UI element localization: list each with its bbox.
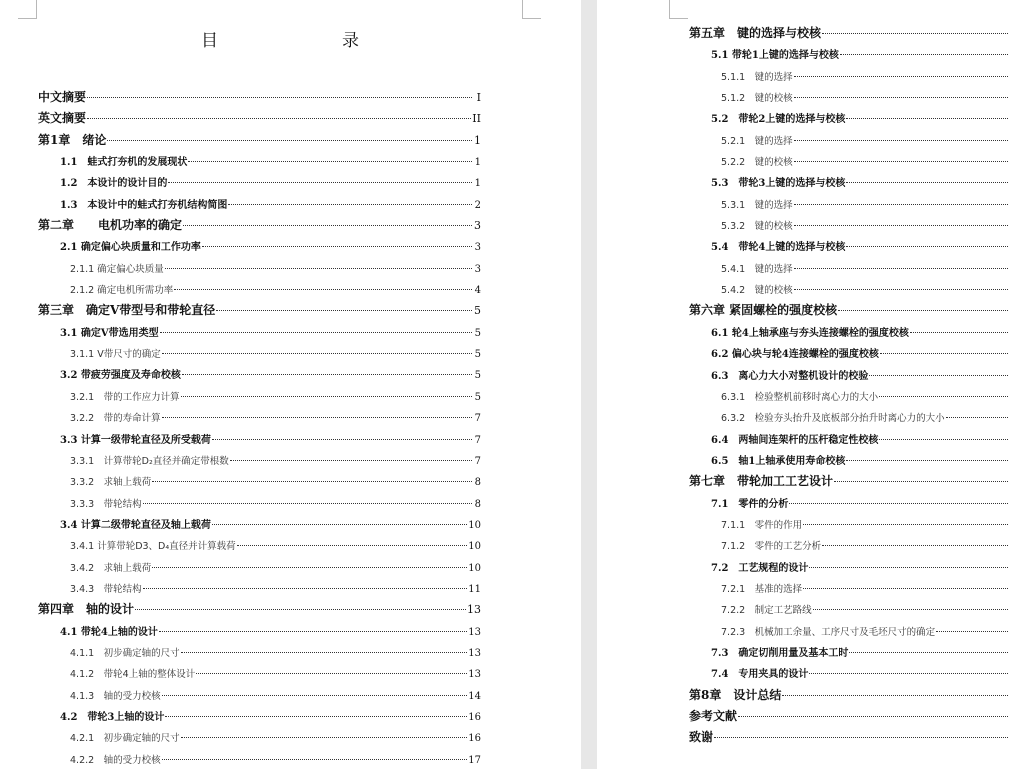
toc-leader-dots	[182, 360, 472, 375]
toc-entry-page: 8	[474, 477, 481, 489]
toc-entry-title: 5.2.2 键的校核	[721, 157, 793, 169]
toc-entry-page: 3	[474, 263, 481, 275]
toc-entry-title: 2.1.2 确定电机所需功率	[70, 285, 174, 297]
toc-leader-dots	[846, 446, 1009, 461]
toc-leader-dots	[212, 425, 472, 440]
toc-entry-title: 7.1.1 零件的作用	[721, 519, 803, 531]
toc-entry-page: 7	[474, 413, 481, 425]
toc-entry-title: 第二章 电机功率的确定	[38, 218, 183, 233]
toc-leader-dots	[910, 318, 1009, 333]
toc-entry-title: 第三章 确定V带型号和带轮直径	[38, 303, 216, 318]
toc-leader-dots	[789, 489, 1009, 504]
toc-leader-dots	[165, 702, 467, 717]
toc-leader-dots	[152, 467, 472, 482]
toc-entry-title: 7.1.2 零件的工艺分析	[721, 541, 822, 553]
toc-leader-dots	[165, 254, 472, 269]
toc-leader-dots	[782, 681, 1009, 696]
toc-entry-page: 5	[474, 349, 481, 361]
toc-leader-dots	[794, 147, 1009, 162]
toc-entry-page: 8	[474, 498, 481, 510]
toc-entry-title: 3.3.1 计算带轮D₂直径并确定带根数	[70, 455, 229, 467]
toc-entry-title: 6.3.2 检验夯头抬升及底板部分抬升时离心力的大小	[721, 413, 945, 425]
toc-entry-page: 16	[468, 711, 481, 723]
toc-leader-dots	[162, 745, 468, 760]
toc-leader-dots	[794, 275, 1009, 290]
toc-leader-dots	[107, 126, 472, 141]
toc-entry-title: 英文摘要	[38, 111, 87, 126]
toc-leader-dots	[846, 168, 1009, 183]
toc-entry-title: 7.1 零件的分析	[711, 498, 789, 510]
toc-leader-dots	[196, 659, 467, 674]
toc-leader-dots	[794, 62, 1009, 77]
toc-leader-dots	[174, 275, 472, 290]
toc-entry-title: 3.2.2 带的寿命计算	[70, 413, 161, 425]
toc-entry-title: 2.1.1 确定偏心块质量	[70, 263, 164, 275]
toc-leader-dots	[135, 595, 466, 610]
toc-entry-page: II	[472, 112, 481, 126]
toc-entry-title: 参考文献	[689, 709, 738, 723]
toc-entry-title: 4.2.2 轴的受力校核	[70, 754, 161, 766]
toc-entry-page: 1	[474, 178, 481, 190]
toc-entry-title: 3.4.3 带轮结构	[70, 583, 142, 595]
toc-leader-dots	[822, 19, 1009, 34]
toc-leader-dots	[87, 104, 471, 119]
toc-entry-page: 13	[467, 603, 481, 617]
toc-entry-title: 5.1 带轮1上键的选择与校核	[711, 50, 839, 62]
toc-leader-dots	[794, 83, 1009, 98]
toc-entry-title: 4.2.1 初步确定轴的尺寸	[70, 733, 180, 745]
toc-entry-page: 11	[468, 583, 481, 595]
toc-entry-title: 第五章 键的选择与校核	[689, 26, 822, 40]
toc-entry-page: 10	[468, 519, 481, 531]
toc-entry-page: I	[476, 91, 481, 104]
toc-entry-title: 6.5 轴1上轴承使用寿命校核	[711, 455, 846, 467]
toc-leader-dots	[834, 467, 1009, 482]
toc-leader-dots	[794, 190, 1009, 205]
toc-entry-title: 3.4.1 计算带轮D3、D₄直径并计算载荷	[70, 541, 236, 553]
toc-leader-dots	[813, 595, 1009, 610]
toc-leader-dots	[803, 510, 1009, 525]
toc-leader-dots	[738, 702, 1009, 717]
document-page-right	[597, 0, 1009, 769]
toc-leader-dots	[168, 168, 472, 183]
toc-leader-dots	[237, 531, 468, 546]
toc-entry-title: 2.1 确定偏心块质量和工作功率	[60, 242, 201, 254]
toc-entry-title: 5.4 带轮4上键的选择与校核	[711, 242, 846, 254]
toc-entry-title: 5.4.2 键的校核	[721, 285, 793, 297]
toc-entry-title: 7.2.3 机械加工余量、工序尺寸及毛坯尺寸的确定	[721, 626, 936, 638]
toc-entry-title: 3.1.1 V带尺寸的确定	[70, 349, 161, 361]
toc-entry-title: 3.1 确定V带选用类型	[60, 327, 159, 339]
toc-leader-dots	[794, 126, 1009, 141]
toc-leader-dots	[809, 553, 1009, 568]
toc-entry-page: 13	[468, 647, 481, 659]
toc-entry-title: 5.3 带轮3上键的选择与校核	[711, 178, 846, 190]
toc-entry-title: 7.2.2 制定工艺路线	[721, 605, 812, 617]
toc-entry-title: 5.2.1 键的选择	[721, 135, 793, 147]
toc-entry-page: 4	[474, 285, 481, 297]
toc-entry-title: 1.1 蛙式打夯机的发展现状	[60, 157, 188, 169]
toc-entry-title: 中文摘要	[38, 90, 87, 104]
toc-leader-dots	[714, 723, 1009, 738]
toc-leader-dots	[228, 190, 472, 205]
toc-leader-dots	[809, 659, 1009, 674]
toc-entry-title: 4.1.2 带轮4上轴的整体设计	[70, 669, 196, 681]
toc-entry-title: 4.1 带轮4上轴的设计	[60, 626, 158, 638]
toc-leader-dots	[159, 617, 467, 632]
toc-title: 目 录	[201, 31, 389, 51]
toc-entry-title: 3.4.2 求轴上载荷	[70, 562, 152, 574]
crop-mark-top-right	[522, 0, 541, 19]
toc-entry-title: 3.2.1 带的工作应力计算	[70, 391, 180, 403]
toc-entry-title: 1.3 本设计中的蛙式打夯机结构简图	[60, 199, 228, 211]
crop-mark-top-left	[18, 0, 37, 19]
toc-leader-dots	[162, 403, 472, 418]
toc-leader-dots	[181, 638, 468, 653]
crop-mark-top-left-right-page	[669, 0, 688, 19]
toc-leader-dots	[946, 403, 1009, 418]
toc-leader-dots	[162, 681, 468, 696]
toc-entry-title: 6.3.1 检验整机前移时离心力的大小	[721, 391, 879, 403]
toc-entry-title: 3.2 带疲劳强度及寿命校核	[60, 370, 181, 382]
toc-entry-title: 4.2 带轮3上轴的设计	[60, 711, 165, 723]
toc-entry-title: 6.4 两轴间连架杆的压杆稳定性校核	[711, 434, 879, 446]
toc-leader-dots	[230, 446, 472, 461]
toc-entry[interactable]	[689, 726, 1009, 747]
toc-leader-dots	[794, 254, 1009, 269]
toc-entry-page: 10	[468, 541, 481, 553]
toc-leader-dots	[181, 382, 472, 397]
toc-entry-title: 5.3.2 键的校核	[721, 221, 793, 233]
toc-leader-dots	[794, 211, 1009, 226]
toc-leader-dots	[183, 211, 472, 226]
toc-entry-title: 3.3.3 带轮结构	[70, 498, 142, 510]
toc-leader-dots	[216, 296, 472, 311]
toc-leader-dots	[936, 617, 1009, 632]
toc-entry-title: 5.1.2 键的校核	[721, 93, 793, 105]
toc-entry-page: 7	[474, 455, 481, 467]
toc-entry-page: 1	[474, 157, 481, 169]
toc-leader-dots	[160, 318, 472, 333]
toc-entry-title: 5.3.1 键的选择	[721, 199, 793, 211]
toc-leader-dots	[846, 232, 1009, 247]
toc-entry-title: 3.3 计算一级带轮直径及所受载荷	[60, 434, 211, 446]
toc-entry-title: 6.3 离心力大小对整机设计的校验	[711, 370, 869, 382]
toc-leader-dots	[846, 104, 1009, 119]
toc-entry-title: 第1章 绪论	[38, 132, 107, 147]
toc-leader-dots	[188, 147, 472, 162]
toc-entry-page: 17	[468, 754, 481, 766]
toc-entry-title: 第四章 轴的设计	[38, 602, 135, 617]
toc-leader-dots	[803, 574, 1009, 589]
toc-entry-page: 16	[468, 733, 481, 745]
toc-entry-page: 14	[468, 690, 481, 702]
toc-entry-title: 3.3.2 求轴上载荷	[70, 477, 152, 489]
toc-leader-dots	[879, 425, 1009, 440]
toc-entry-page: 1	[474, 133, 481, 147]
toc-leader-dots	[202, 232, 472, 247]
toc-leader-dots	[880, 339, 1009, 354]
toc-entry-title: 6.2 偏心块与轮4连接螺栓的强度校核	[711, 349, 879, 361]
toc-leader-dots	[840, 40, 1009, 55]
toc-leader-dots	[143, 489, 472, 504]
toc-leader-dots	[162, 339, 472, 354]
toc-entry-title: 3.4 计算二级带轮直径及轴上载荷	[60, 519, 211, 531]
toc-entry-title: 5.4.1 键的选择	[721, 263, 793, 275]
toc-entry-title: 致谢	[689, 730, 714, 745]
toc-entry-page: 5	[474, 391, 481, 403]
toc-entry-page: 3	[474, 242, 481, 254]
toc-leader-dots	[838, 296, 1009, 311]
toc-entry-title: 7.4 专用夹具的设计	[711, 669, 809, 681]
toc-entry-title: 7.2 工艺规程的设计	[711, 562, 809, 574]
toc-leader-dots	[869, 361, 1009, 376]
toc-list-right	[689, 22, 1009, 748]
toc-entry-title: 5.1.1 键的选择	[721, 71, 793, 83]
toc-entry-page: 5	[474, 327, 481, 339]
toc-entry-page: 2	[474, 199, 481, 211]
toc-leader-dots	[87, 83, 472, 98]
toc-entry-page: 5	[474, 304, 481, 318]
toc-entry-title: 第8章 设计总结	[689, 687, 782, 702]
toc-leader-dots	[822, 531, 1009, 546]
toc-entry[interactable]	[38, 748, 481, 769]
toc-leader-dots	[181, 723, 468, 738]
toc-entry-title: 4.1.3 轴的受力校核	[70, 690, 161, 702]
toc-leader-dots	[849, 638, 1009, 653]
toc-leader-dots	[143, 574, 468, 589]
toc-entry-page: 7	[474, 434, 481, 446]
toc-entry-title: 7.3 确定切削用量及基本工时	[711, 647, 849, 659]
toc-entry-page: 5	[474, 370, 481, 382]
toc-entry-title: 1.2 本设计的设计目的	[60, 178, 168, 190]
toc-entry-title: 7.2.1 基准的选择	[721, 583, 803, 595]
toc-entry-page: 10	[468, 562, 481, 574]
toc-leader-dots	[212, 510, 467, 525]
toc-entry-page: 13	[468, 626, 481, 638]
toc-entry-title: 4.1.1 初步确定轴的尺寸	[70, 647, 180, 659]
toc-entry-page: 3	[474, 219, 481, 233]
toc-leader-dots	[152, 553, 467, 568]
toc-entry-page: 13	[468, 669, 481, 681]
toc-leader-dots	[879, 382, 1009, 397]
toc-entry-title: 第七章 带轮加工工艺设计	[689, 474, 834, 489]
toc-list-left	[38, 86, 481, 769]
toc-entry-title: 5.2 带轮2上键的选择与校核	[711, 114, 846, 126]
toc-entry-title: 6.1 轮4上轴承座与夯头连接螺栓的强度校核	[711, 327, 909, 339]
toc-entry-title: 第六章 紧固螺栓的强度校核	[689, 303, 838, 318]
